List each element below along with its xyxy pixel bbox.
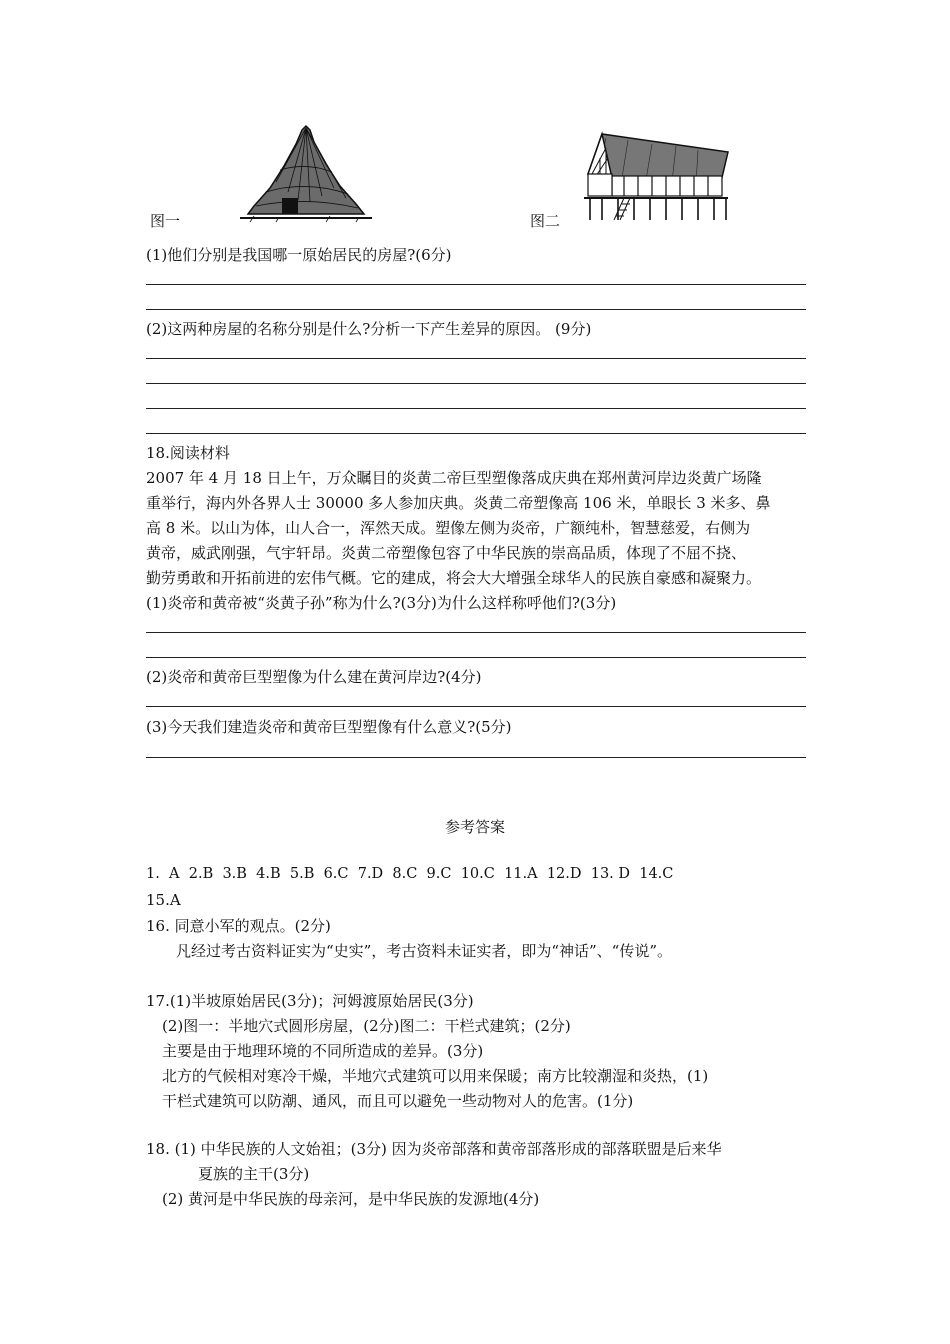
q18-material-line: 黄帝，威武刚强，气宇轩昂。炎黄二帝塑像包容了中华民族的崇高品质，体现了不屈不挠、	[146, 544, 747, 562]
answer-line	[146, 383, 806, 384]
answer-line	[146, 284, 806, 285]
answer-line	[146, 358, 806, 359]
stilt-house-image	[578, 128, 738, 228]
answer-18-line: 夏族的主干(3分)	[198, 1165, 310, 1183]
q17-part1: (1)他们分别是我国哪一原始居民的房屋?(6分)	[146, 246, 452, 264]
answer-16-detail: 凡经过考古资料证实为“史实”，考古资料未证实者，即为“神话”、“传说”。	[176, 942, 673, 960]
answer-17-line: 主要是由于地理环境的不同所造成的差异。(3分)	[162, 1042, 484, 1060]
answer-17-line: (2)图一：半地穴式圆形房屋，(2分)图二：干栏式建筑；(2分)	[162, 1017, 571, 1035]
answer-17-line: 干栏式建筑可以防潮、通风，而且可以避免一些动物对人的危害。(1分)	[162, 1092, 634, 1110]
answer-line	[146, 408, 806, 409]
q18-part1: (1)炎帝和黄帝被“炎黄子孙”称为什么?(3分)为什么这样称呼他们?(3分)	[146, 594, 617, 612]
answer-16: 16. 同意小军的观点。(2分)	[146, 917, 331, 935]
answer-17-line: 北方的气候相对寒冷干燥，半地穴式建筑可以用来保暖；南方比较潮湿和炎热，(1)	[162, 1067, 709, 1085]
round-hut-image	[236, 122, 376, 226]
answer-18-line: (2) 黄河是中华民族的母亲河，是中华民族的发源地(4分)	[162, 1190, 540, 1208]
answer-line	[146, 757, 806, 758]
answer-line	[146, 706, 806, 707]
answer-line	[146, 657, 806, 658]
answer-line	[146, 433, 806, 434]
q18-part2: (2)炎帝和黄帝巨型塑像为什么建在黄河岸边?(4分)	[146, 668, 482, 686]
q17-part2: (2)这两种房屋的名称分别是什么?分析一下产生差异的原因。 (9分)	[146, 320, 592, 338]
choice-answers-line: 15.A	[146, 891, 181, 909]
figure-1-label: 图一	[150, 212, 181, 230]
answer-line	[146, 309, 806, 310]
choice-answers-line: 1. A 2.B 3.B 4.B 5.B 6.C 7.D 8.C 9.C 10.C 11.A 12.D 13. D 14.C	[146, 866, 674, 882]
answer-line	[146, 632, 806, 633]
figure-2-label: 图二	[530, 212, 561, 230]
answers-heading: 参考答案	[444, 818, 505, 836]
q18-material-line: 高 8 米。以山为体，山人合一，浑然天成。塑像左侧为炎帝，广额纯朴，智慧慈爱，右侧为	[146, 519, 751, 537]
answer-17: 17.(1)半坡原始居民(3分)；河姆渡原始居民(3分)	[146, 992, 474, 1010]
q18-part3: (3)今天我们建造炎帝和黄帝巨型塑像有什么意义?(5分)	[146, 718, 512, 736]
q18-title: 18.阅读材料	[146, 444, 230, 462]
q18-material-line: 勤劳勇敢和开拓前进的宏伟气概。它的建成，将会大大增强全球华人的民族自豪感和凝聚力。	[146, 569, 762, 587]
answer-18: 18. (1) 中华民族的人文始祖；(3分) 因为炎帝部落和黄帝部落形成的部落联盟是后来华	[146, 1140, 722, 1158]
q18-material-line: 2007 年 4 月 18 日上午，万众瞩目的炎黄二帝巨型塑像落成庆典在郑州黄河岸边炎黄广场隆	[146, 469, 762, 487]
q18-material-line: 重举行，海内外各界人士 30000 多人参加庆典。炎黄二帝塑像高 106 米，单眼长 3 米多、鼻	[146, 494, 771, 512]
